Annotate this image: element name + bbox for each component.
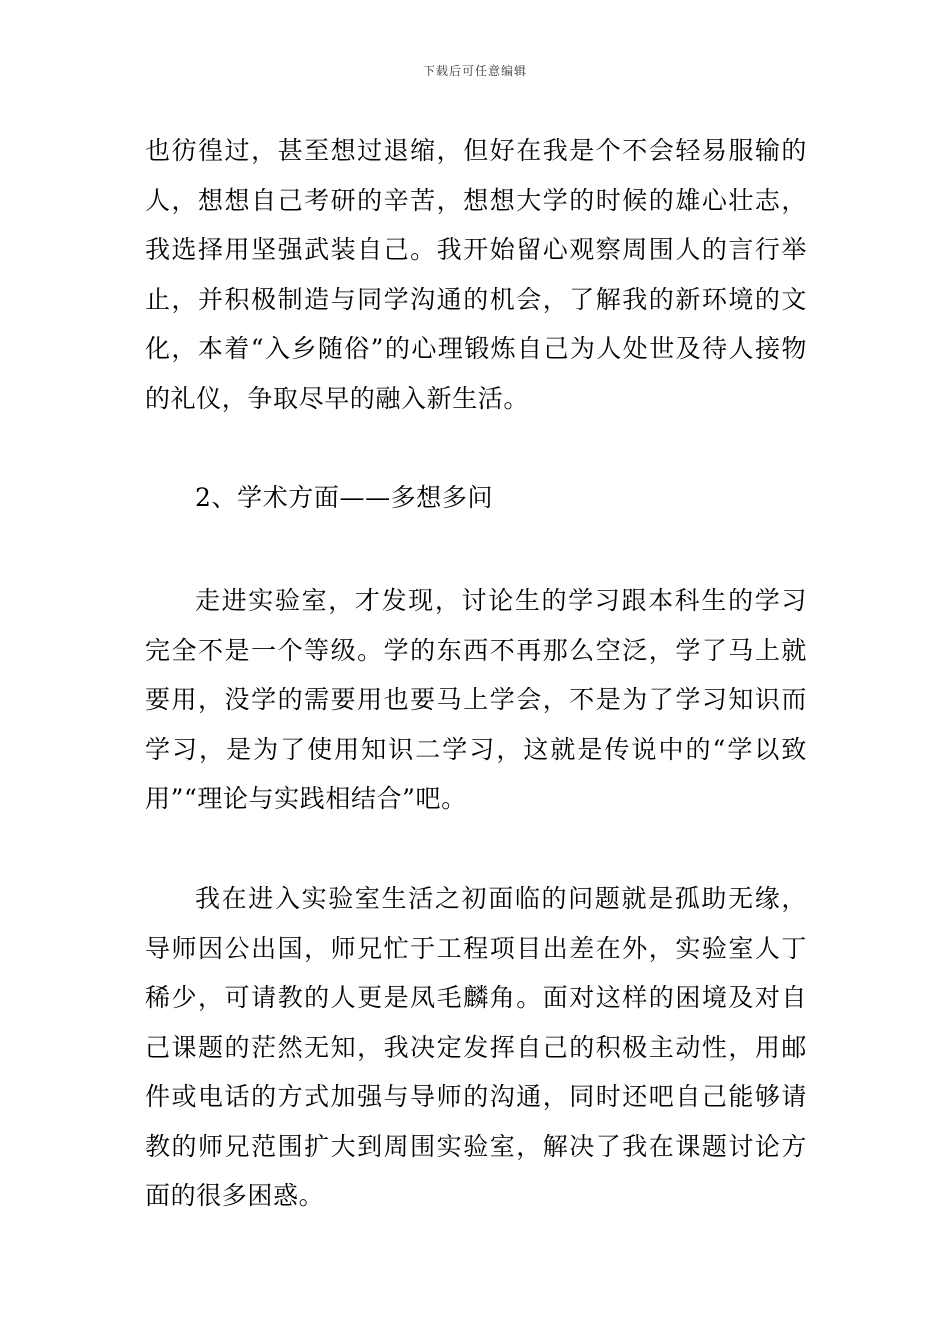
paragraph-2: 走进实验室，才发现，讨论生的学习跟本科生的学习完全不是一个等级。学的东西不再那么空泛，学了马上就要用，没学的需要用也要马上学会，不是为了学习知识而学习，是为了使用知识二学习，这就是传说中的“学以致用”“理论与实践相结合”吧。 [145, 586, 807, 813]
section-heading-2: 2、学术方面——多想多问 [195, 483, 494, 512]
section-heading-block [145, 473, 807, 523]
paragraph-3: 我在进入实验室生活之初面临的问题就是孤助无缘，导师因公出国，师兄忙于工程项目出差在外，实验室人丁稀少，可请教的人更是凤毛麟角。面对这样的困境及对自己课题的茫然无知，我决定发挥自己的积极主动性，用邮件或电话的方式加强与导师的沟通，同时还吧自己能够请教的师兄范围扩大到周围实验室，解决了我在课题讨论方面的很多困惑。 [145, 884, 807, 1210]
paragraph-1: 也彷徨过，甚至想过退缩，但好在我是个不会轻易服输的人，想想自己考研的辛苦，想想大学的时候的雄心壮志，我选择用坚强武装自己。我开始留心观察周围人的言行举止，并积极制造与同学沟通的机会，了解我的新环境的文化，本着“入乡随俗”的心理锻炼自己为人处世及待人接物的礼仪，争取尽早的融入新生活。 [145, 136, 807, 413]
paragraph-2-block [145, 576, 807, 824]
header-note: 下载后可任意编辑 [422, 64, 527, 78]
paragraph-1-block [145, 126, 807, 423]
paragraph-3-block [145, 874, 807, 1221]
